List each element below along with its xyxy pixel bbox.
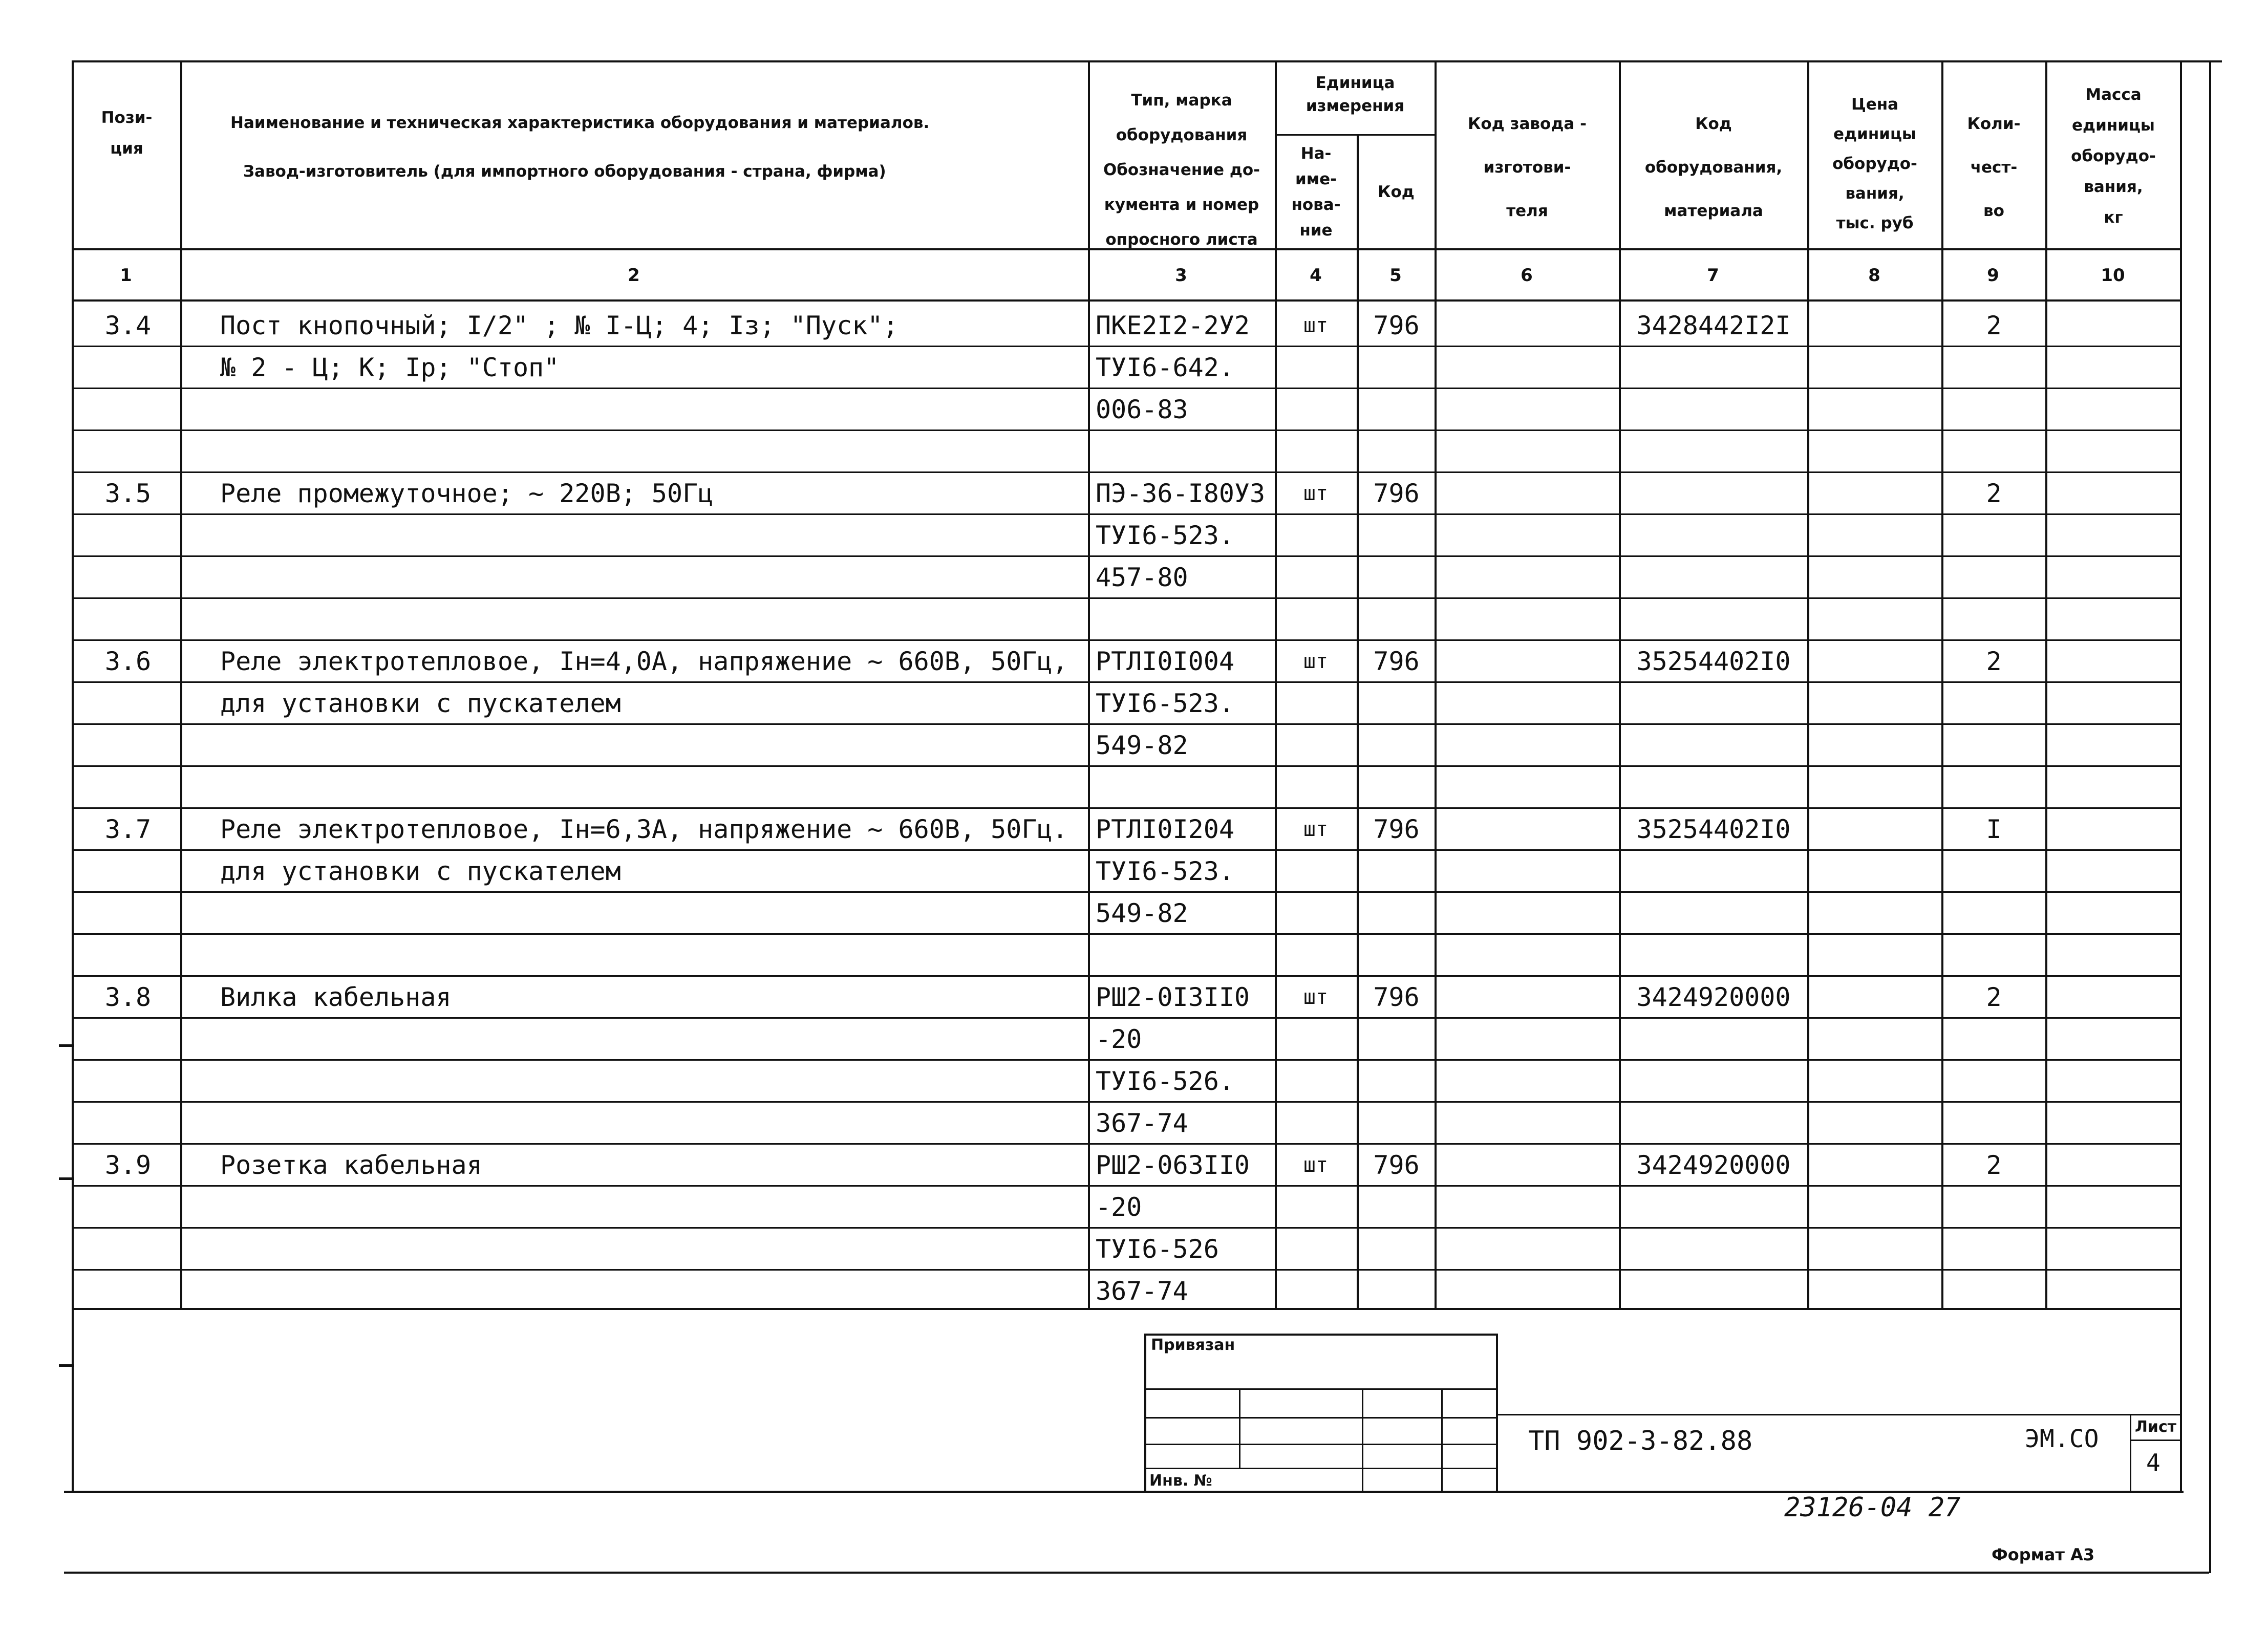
row-name: Реле электротепловое, Iн=6,3А, напряжение ~ 660В, 50Гц. xyxy=(220,814,1068,844)
row-position xyxy=(77,598,179,640)
row-equipment-code: 35254402I0 xyxy=(1636,814,1791,844)
row-unit-code: 796 xyxy=(1373,479,1420,508)
row-equipment-code xyxy=(1621,1270,1806,1312)
margin-tick xyxy=(59,1364,74,1367)
row-quantity xyxy=(1943,431,2044,473)
row-unit-code xyxy=(1359,850,1433,892)
row-quantity xyxy=(1943,892,2044,934)
header-price: Цена единицы оборудо- вания, тыс. руб xyxy=(1832,95,1917,232)
row-unit-name: шт xyxy=(1303,818,1329,841)
row-position xyxy=(77,934,179,976)
col-sep-9 xyxy=(2045,60,2047,1309)
row-unit-code xyxy=(1359,724,1433,766)
row-type: 367-74 xyxy=(1096,1108,1188,1138)
header-unit-code: Код xyxy=(1378,183,1415,201)
section-code: ЭМ.СО xyxy=(2025,1425,2099,1453)
header-quantity: Коли- чест- во xyxy=(1967,115,2021,220)
row-unit-code: 796 xyxy=(1373,647,1420,676)
column-number: 10 xyxy=(2101,265,2125,286)
row-unit-code xyxy=(1359,682,1433,724)
table-top-border xyxy=(72,60,2222,62)
sheet-box-divider xyxy=(2130,1440,2181,1441)
row-equipment-code xyxy=(1621,1102,1806,1144)
row-unit-name xyxy=(1277,1060,1354,1102)
row-unit-name xyxy=(1277,934,1354,976)
row-unit-name: шт xyxy=(1303,985,1329,1009)
row-equipment-code xyxy=(1621,431,1806,473)
header-unit-name: На- име- нова- ние xyxy=(1291,144,1341,240)
row-name xyxy=(220,766,1085,808)
row-name xyxy=(220,934,1085,976)
row-unit-name xyxy=(1277,1228,1354,1270)
header-position: Пози- ция xyxy=(101,109,153,158)
row-unit-name xyxy=(1277,1186,1354,1228)
row-type: РШ2-063II0 xyxy=(1096,1150,1250,1180)
row-equipment-code xyxy=(1621,556,1806,598)
row-type: 457-80 xyxy=(1096,563,1188,592)
row-position: 3.4 xyxy=(104,311,152,340)
row-name xyxy=(220,724,1085,766)
stamp-row-line xyxy=(1144,1417,1497,1419)
row-unit-code: 796 xyxy=(1373,982,1420,1012)
column-number: 3 xyxy=(1175,265,1187,286)
column-number: 4 xyxy=(1310,265,1322,286)
row-type xyxy=(1096,934,1275,976)
row-unit-code xyxy=(1359,1060,1433,1102)
row-type: ТУI6-523. xyxy=(1096,856,1234,886)
row-position: 3.6 xyxy=(104,647,152,676)
row-unit-name: шт xyxy=(1303,482,1329,505)
row-name xyxy=(220,556,1085,598)
col-sep-1 xyxy=(180,60,182,1309)
row-equipment-code: 35254402I0 xyxy=(1636,647,1791,676)
row-name: Вилка кабельная xyxy=(220,982,452,1012)
stamp-col-line xyxy=(1441,1388,1443,1491)
row-unit-code xyxy=(1359,934,1433,976)
row-equipment-code xyxy=(1621,473,1806,514)
row-unit-name xyxy=(1277,766,1354,808)
row-equipment-code: 3424920000 xyxy=(1636,982,1791,1012)
col-sep-3 xyxy=(1275,60,1277,1309)
row-equipment-code xyxy=(1621,598,1806,640)
stamp-top-border xyxy=(1144,1334,1497,1336)
header-name-line1: Наименование и техническая характеристика оборудования и материалов. xyxy=(230,114,930,132)
row-equipment-code xyxy=(1621,766,1806,808)
row-position xyxy=(77,1018,179,1060)
row-type: ТУI6-523. xyxy=(1096,521,1234,550)
header-type: Тип, марка оборудования Обозначение до- кумента и номер опросного листа xyxy=(1103,91,1260,249)
column-number: 8 xyxy=(1868,265,1880,286)
row-unit-code xyxy=(1359,892,1433,934)
page-right-edge xyxy=(2209,60,2211,1573)
row-position: 3.5 xyxy=(104,479,152,508)
row-type: ТУI6-523. xyxy=(1096,689,1234,718)
row-unit-name xyxy=(1277,514,1354,556)
unit-group-divider xyxy=(1275,134,1436,136)
column-number: 9 xyxy=(1987,265,1999,286)
row-equipment-code xyxy=(1621,724,1806,766)
column-number: 5 xyxy=(1389,265,1402,286)
sheet-number: 4 xyxy=(2146,1449,2160,1476)
row-position: 3.7 xyxy=(104,814,152,844)
row-quantity xyxy=(1943,682,2044,724)
page-bottom-line xyxy=(64,1572,2209,1574)
row-unit-name: шт xyxy=(1303,1153,1329,1177)
row-type: ТУI6-526 xyxy=(1096,1234,1219,1264)
col-sep-5 xyxy=(1435,60,1437,1309)
row-name xyxy=(220,1228,1085,1270)
row-type xyxy=(1096,766,1275,808)
row-position xyxy=(77,347,179,389)
row-type: ТУI6-642. xyxy=(1096,353,1234,382)
row-unit-code xyxy=(1359,514,1433,556)
title-row-top xyxy=(1496,1414,2180,1415)
row-quantity xyxy=(1943,514,2044,556)
row-equipment-code xyxy=(1621,934,1806,976)
row-name: Розетка кабельная xyxy=(220,1150,482,1180)
row-name xyxy=(220,389,1085,431)
margin-tick xyxy=(59,1177,74,1180)
row-quantity xyxy=(1943,1186,2044,1228)
row-quantity xyxy=(1943,347,2044,389)
stamp-attached-label: Привязан xyxy=(1151,1336,1235,1354)
row-name xyxy=(220,514,1085,556)
row-unit-code xyxy=(1359,1186,1433,1228)
row-equipment-code: 3424920000 xyxy=(1636,1150,1791,1180)
row-unit-name xyxy=(1277,598,1354,640)
row-type: 549-82 xyxy=(1096,731,1188,760)
row-position xyxy=(77,1060,179,1102)
row-quantity xyxy=(1943,1270,2044,1312)
row-position xyxy=(77,1228,179,1270)
row-unit-code xyxy=(1359,1228,1433,1270)
row-position xyxy=(77,1102,179,1144)
column-number: 2 xyxy=(628,265,640,286)
row-name: Пост кнопочный; I/2" ; № I-Ц; 4; Iз; "Пуск"; xyxy=(220,311,898,340)
row-quantity xyxy=(1943,556,2044,598)
row-position: 3.8 xyxy=(104,982,152,1012)
row-unit-name xyxy=(1277,1102,1354,1144)
row-name: Реле промежуточное; ~ 220В; 50Гц xyxy=(220,479,714,508)
row-unit-name xyxy=(1277,682,1354,724)
column-number: 1 xyxy=(120,265,132,286)
row-type: -20 xyxy=(1096,1024,1142,1054)
row-position xyxy=(77,389,179,431)
stamp-row-line xyxy=(1144,1468,1497,1469)
handwritten-registration-number: 23126-04 27 xyxy=(1784,1492,1961,1523)
row-unit-code xyxy=(1359,1102,1433,1144)
header-factory-code: Код завода - изготови- теля xyxy=(1468,115,1587,220)
row-equipment-code: 3428442I2I xyxy=(1636,311,1791,340)
row-unit-code xyxy=(1359,347,1433,389)
header-mass: Масса единицы оборудо- вания, кг xyxy=(2071,85,2156,227)
row-unit-name xyxy=(1277,1018,1354,1060)
row-unit-code: 796 xyxy=(1373,311,1420,340)
row-unit-name xyxy=(1277,892,1354,934)
row-unit-name xyxy=(1277,850,1354,892)
col-sep-7 xyxy=(1807,60,1809,1309)
stamp-row-line xyxy=(1144,1388,1497,1390)
sheet-label: Лист xyxy=(2135,1418,2177,1436)
row-position xyxy=(77,682,179,724)
row-name xyxy=(220,1060,1085,1102)
row-position xyxy=(77,1270,179,1312)
row-quantity xyxy=(1943,389,2044,431)
row-equipment-code xyxy=(1621,682,1806,724)
row-unit-name xyxy=(1277,1270,1354,1312)
row-quantity xyxy=(1943,1228,2044,1270)
stamp-inventory-label: Инв. № xyxy=(1149,1472,1212,1490)
row-quantity xyxy=(1943,1060,2044,1102)
row-name xyxy=(220,431,1085,473)
row-type xyxy=(1096,431,1275,473)
row-unit-code xyxy=(1359,556,1433,598)
row-equipment-code xyxy=(1621,514,1806,556)
margin-tick xyxy=(59,1044,74,1047)
paper-format-label: Формат А3 xyxy=(1992,1545,2095,1564)
row-name: для установки с пускателем xyxy=(220,856,621,886)
row-position xyxy=(77,514,179,556)
row-unit-name xyxy=(1277,347,1354,389)
row-name xyxy=(220,1270,1085,1312)
frame-right-border xyxy=(2180,60,2182,1493)
row-quantity: 2 xyxy=(1986,647,2002,676)
row-quantity xyxy=(1943,1018,2044,1060)
document-code: ТП 902-3-82.88 xyxy=(1528,1426,1753,1456)
row-quantity xyxy=(1943,934,2044,976)
row-type: 367-74 xyxy=(1096,1276,1188,1306)
row-unit-code xyxy=(1359,1270,1433,1312)
row-position xyxy=(77,724,179,766)
row-type: ПЭ-36-I80У3 xyxy=(1096,479,1266,508)
row-quantity: 2 xyxy=(1986,982,2002,1012)
row-type: ПКЕ2I2-2У2 xyxy=(1096,311,1250,340)
row-name xyxy=(220,1186,1085,1228)
row-quantity xyxy=(1943,766,2044,808)
row-unit-name xyxy=(1277,556,1354,598)
row-name: № 2 - Ц; К; Iр; "Стоп" xyxy=(220,353,560,382)
row-position xyxy=(77,766,179,808)
row-unit-name: шт xyxy=(1303,650,1329,673)
sheet-box-left xyxy=(2130,1414,2131,1491)
row-equipment-code xyxy=(1621,1186,1806,1228)
stamp-col-line xyxy=(1239,1388,1240,1468)
row-equipment-code xyxy=(1621,389,1806,431)
row-type: 006-83 xyxy=(1096,395,1188,424)
row-type: РТЛI0I004 xyxy=(1096,647,1234,676)
row-unit-code xyxy=(1359,1018,1433,1060)
row-unit-name xyxy=(1277,389,1354,431)
row-equipment-code xyxy=(1621,347,1806,389)
row-quantity xyxy=(1943,598,2044,640)
header-unit-group: Единица измерения xyxy=(1306,74,1405,115)
frame-left-border xyxy=(72,60,74,1493)
header-equipment-code: Код оборудования, материала xyxy=(1644,115,1783,220)
row-name xyxy=(220,892,1085,934)
row-name xyxy=(220,1102,1085,1144)
row-quantity: 2 xyxy=(1986,479,2002,508)
row-type: РШ2-0I3II0 xyxy=(1096,982,1250,1012)
row-unit-code: 796 xyxy=(1373,814,1420,844)
stamp-row-line xyxy=(1144,1444,1497,1445)
row-unit-code xyxy=(1359,389,1433,431)
row-unit-code: 796 xyxy=(1373,1150,1420,1180)
stamp-col-line xyxy=(1362,1388,1363,1491)
col-sep-4 xyxy=(1357,134,1359,1309)
row-type: ТУI6-526. xyxy=(1096,1066,1234,1096)
row-type: 549-82 xyxy=(1096,898,1188,928)
row-type: -20 xyxy=(1096,1192,1142,1222)
column-number: 7 xyxy=(1707,265,1719,286)
row-position: 3.9 xyxy=(104,1150,152,1180)
row-name xyxy=(220,1018,1085,1060)
row-quantity: 2 xyxy=(1986,311,2002,340)
row-position xyxy=(77,431,179,473)
header-name-line2: Завод-изготовитель (для импортного оборудования - страна, фирма) xyxy=(243,162,886,181)
row-quantity: 2 xyxy=(1986,1150,2002,1180)
column-number: 6 xyxy=(1521,265,1533,286)
row-equipment-code xyxy=(1621,892,1806,934)
row-equipment-code xyxy=(1621,1228,1806,1270)
row-unit-name: шт xyxy=(1303,314,1329,337)
row-unit-code xyxy=(1359,766,1433,808)
row-unit-code xyxy=(1359,431,1433,473)
row-position xyxy=(77,850,179,892)
row-name xyxy=(220,598,1085,640)
row-position xyxy=(77,556,179,598)
row-quantity xyxy=(1943,1102,2044,1144)
row-quantity xyxy=(1943,850,2044,892)
row-quantity xyxy=(1943,724,2044,766)
row-quantity: I xyxy=(1986,814,2002,844)
row-equipment-code xyxy=(1621,850,1806,892)
row-type: РТЛI0I204 xyxy=(1096,814,1234,844)
row-name: для установки с пускателем xyxy=(220,689,621,718)
row-name: Реле электротепловое, Iн=4,0А, напряжение ~ 660В, 50Гц, xyxy=(220,647,1068,676)
row-equipment-code xyxy=(1621,1018,1806,1060)
row-unit-name xyxy=(1277,431,1354,473)
row-unit-name xyxy=(1277,724,1354,766)
row-position xyxy=(77,1186,179,1228)
row-type xyxy=(1096,598,1275,640)
row-unit-code xyxy=(1359,598,1433,640)
row-equipment-code xyxy=(1621,1060,1806,1102)
row-position xyxy=(77,892,179,934)
